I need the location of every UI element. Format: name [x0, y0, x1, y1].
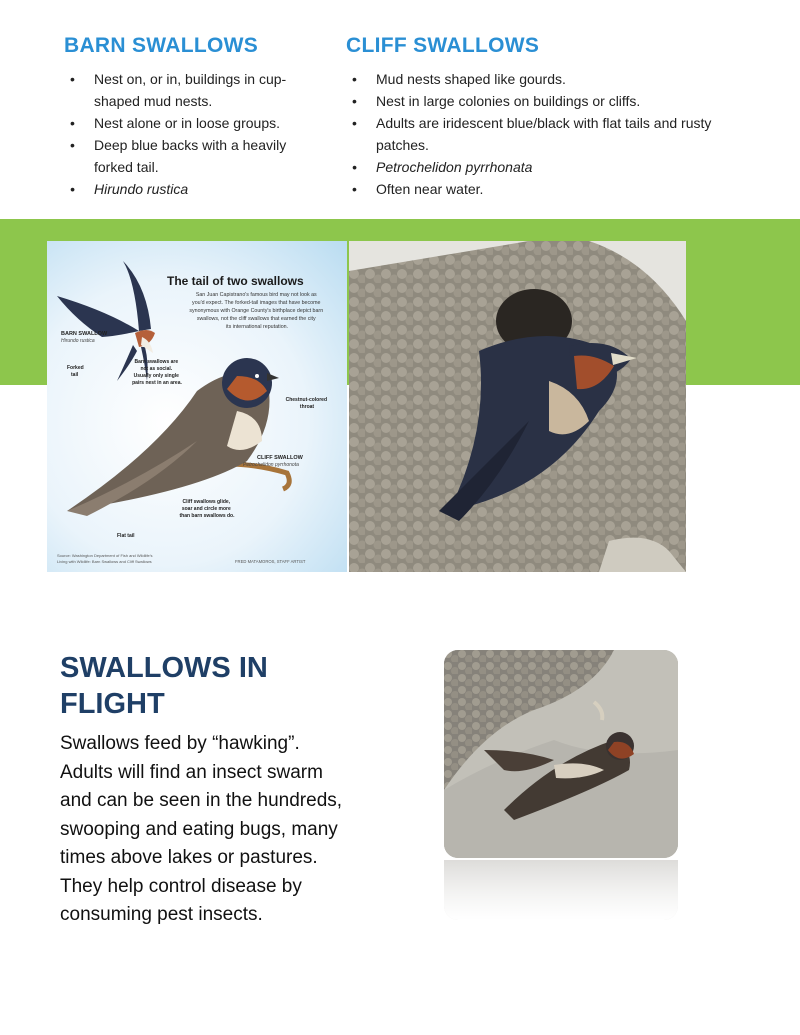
cliff-swallow-nest-photo — [349, 241, 686, 572]
list-item: • Nest on, or in, buildings in cup-shaped mud nests. — [94, 68, 314, 112]
swallows-in-flight-heading: SWALLOWS IN FLIGHT — [60, 652, 268, 720]
cliff-swallows-heading: CLIFF SWALLOWS — [346, 34, 540, 57]
list-item: • Adults are iridescent blue/black with flat tails and rusty patches. — [376, 112, 726, 156]
list-item: • Nest in large colonies on buildings or cliffs. — [376, 90, 726, 112]
infographic-title: The tail of two swallows — [167, 274, 304, 288]
flat-tail-label: Flat tail — [117, 533, 135, 539]
barn-swallow-note: Barn swallows are not as social. Usually only single pairs nest in an area. — [132, 359, 182, 386]
barn-swallows-heading: BARN SWALLOWS — [64, 34, 259, 57]
photo-reflection — [444, 860, 678, 920]
list-item: • Mud nests shaped like gourds. — [376, 68, 726, 90]
barn-swallows-list — [64, 68, 314, 200]
cliff-swallow-label: CLIFF SWALLOW — [257, 455, 303, 461]
cliff-swallow-latin: Petrochelidon pyrrhonota — [243, 462, 299, 468]
barn-swallows-section — [64, 34, 314, 200]
source-note: Source: Washington Department of Fish and Wildlife's Living with Wildlife: Barn Swallows and Cliff Swallows — [57, 553, 153, 564]
tail-of-two-swallows-infographic — [47, 241, 347, 572]
list-item: • Nest alone or in loose groups. — [94, 112, 314, 134]
cliff-swallows-list — [346, 68, 726, 200]
swallow-feeding-photo — [444, 650, 678, 858]
throat-label: Chestnut-colored throat — [285, 397, 327, 410]
barn-swallow-latin: Hirundo rustica — [61, 338, 95, 344]
list-item: • Hirundo rustica — [94, 178, 314, 200]
flight-photo-art — [444, 650, 678, 858]
nest-photo-art — [349, 241, 686, 572]
infographic-intro: San Juan Capistrano's famous bird may not look as you'd expect. The forked-tail images that have become synonymous with Orange County's birthplace depict barn swallows, not the cliff swallows that earned the city its international reputation. — [189, 292, 324, 330]
cliff-swallow-note: Cliff swallows glide, soar and circle more than barn swallows do. — [179, 499, 235, 519]
infographic-art — [47, 241, 347, 572]
list-item: • Often near water. — [376, 178, 726, 200]
forked-tail-label: Forked tail — [67, 365, 84, 378]
list-item: • Deep blue backs with a heavily forked tail. — [94, 134, 314, 178]
cliff-swallows-section — [346, 34, 726, 200]
swallows-in-flight-body: Swallows feed by “hawking”. Adults will find an insect swarm and can be seen in the hundreds, swooping and eating bugs, many times above lakes or pastures. They help control disease by consuming pest insects. — [60, 733, 343, 925]
barn-swallow-label: BARN SWALLOW — [61, 331, 108, 337]
artist-credit: FRED MATAMOROS, STAFF ARTIST — [235, 559, 306, 564]
list-item: • Petrochelidon pyrrhonata — [376, 156, 726, 178]
